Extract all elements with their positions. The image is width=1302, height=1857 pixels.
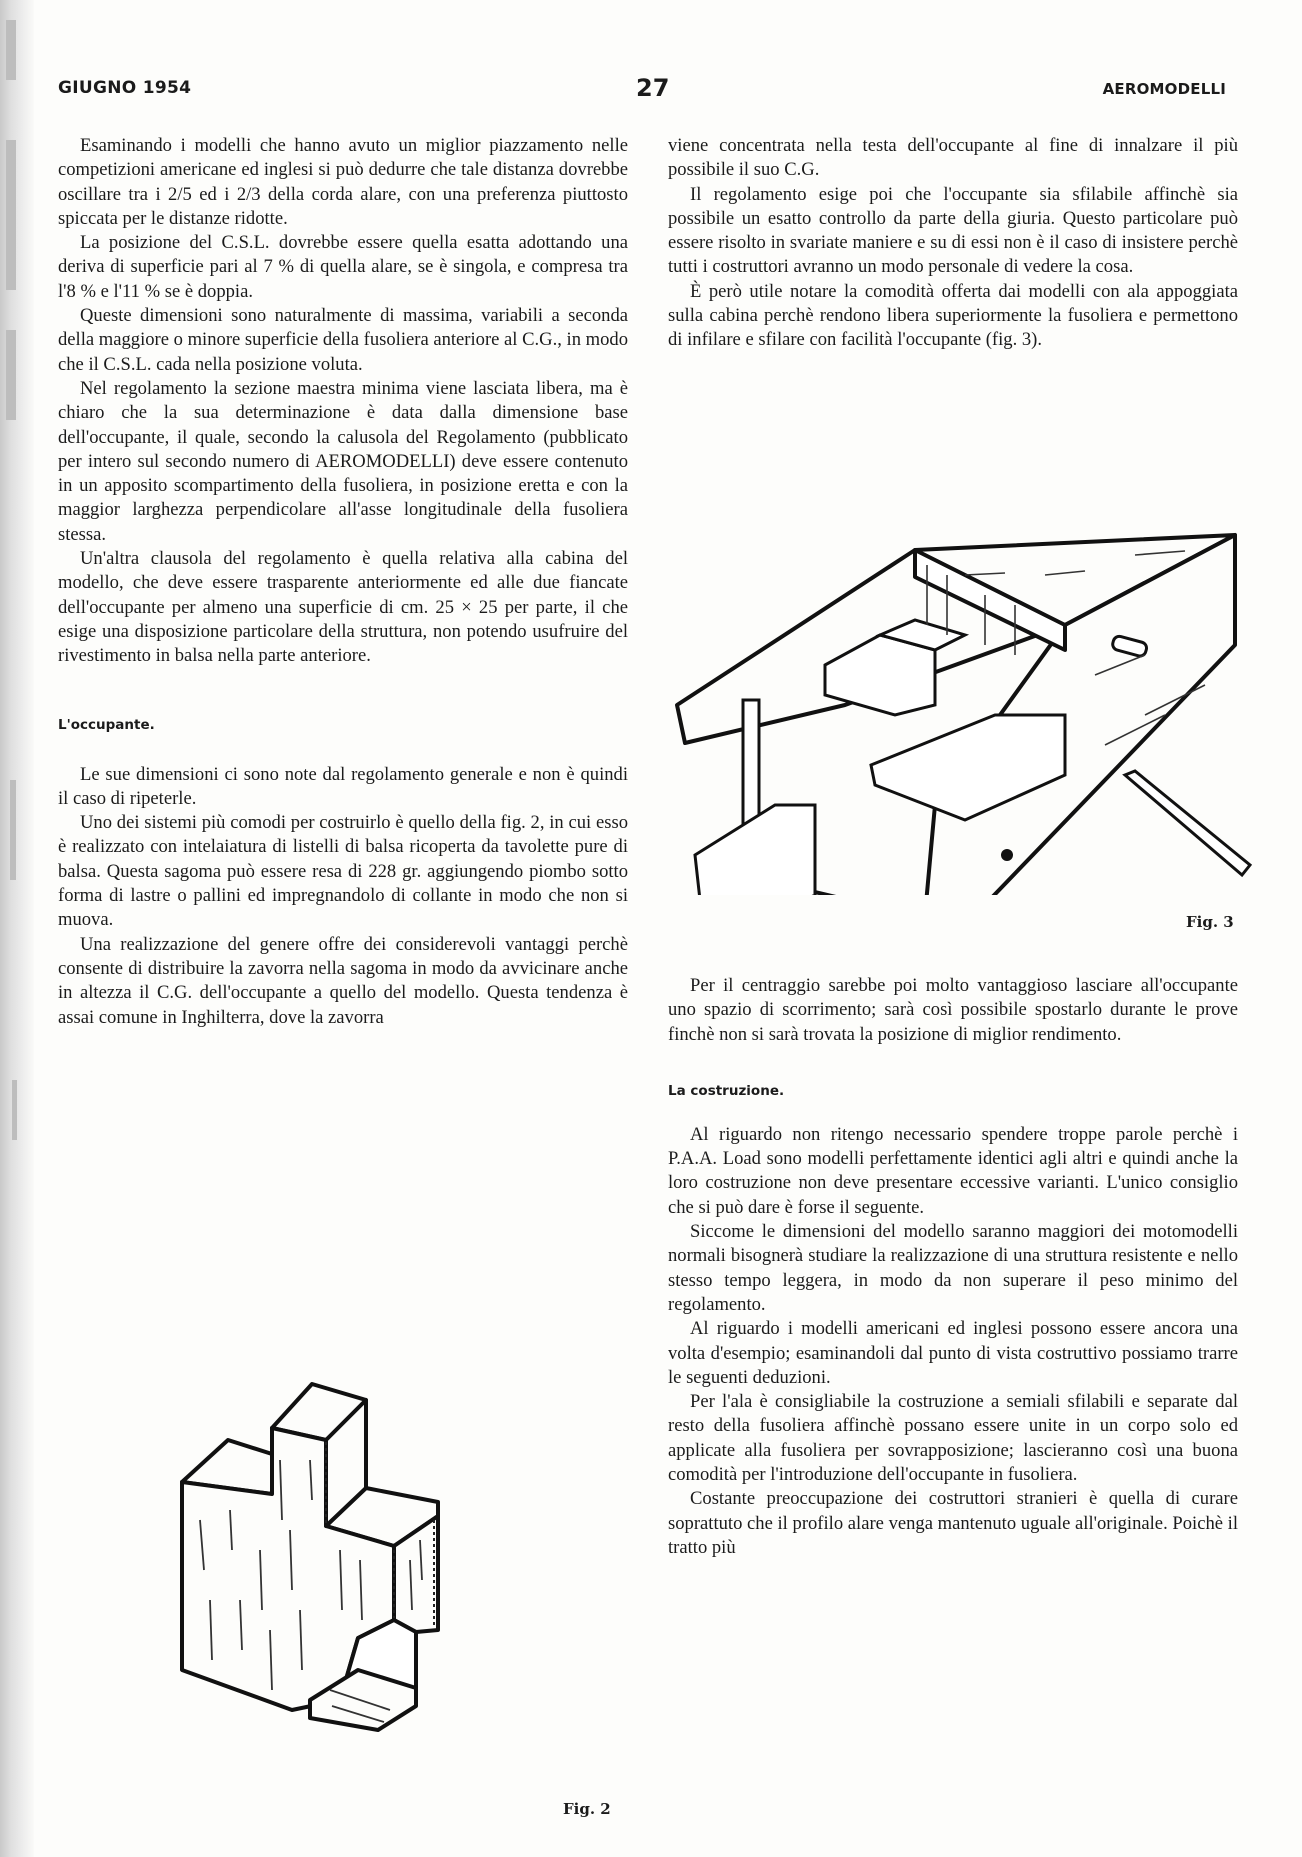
paragraph: Uno dei sistemi più comodi per costruirlo è quello della fig. 2, in cui esso è realizzato con intelaiatura di listelli di balsa ricoperta da tavolette pure di balsa. Questa sagoma può essere resa di 228 gr. aggiungendo piombo sotto forma di lastre o pallini ed impregnandolo di collante in modo che non si muova. <box>58 812 628 931</box>
figure-3-caption: Fig. 3 <box>1186 913 1234 931</box>
paragraph: Per l'ala è consigliabile la costruzione a semiali sfilabili e separate dal resto della fusoliera affinchè possano essere unite in un corpo solo ed applicate alla fusoliera per sovrapposizione; lascieranno così una buona comodità per l'introduzione dell'occupante in fusoliera. <box>668 1391 1238 1486</box>
paragraph: Il regolamento esige poi che l'occupante sia sfilabile affinchè sia possibile un esatto controllo da parte della giuria. Questo particolare può essere risolto in svariate maniere e su di essi non è il caso di insistere perchè tutti i costruttori avranno un modo personale di vedere la cosa. <box>668 183 1238 278</box>
occupant-block-drawing <box>170 1370 450 1750</box>
paragraph: Siccome le dimensioni del modello saranno maggiori dei motomodelli normali bisognerà studiare la realizzazione di una struttura resistente e nello stesso tempo leggera, in modo da non superare il peso minimo del regolamento. <box>668 1221 1238 1315</box>
page-binding-edge <box>0 0 34 1857</box>
section-heading-occupante: L'occupante. <box>58 716 155 733</box>
paragraph: La posizione del C.S.L. dovrebbe essere quella esatta adottando una deriva di superficie pari al 7 % di quella alare, se è singola, e compresa tra l'8 % e l'11 % se è doppia. <box>58 232 628 302</box>
paragraph: Le sue dimensioni ci sono note dal regolamento generale e non è quindi il caso di ripeterle. <box>58 763 628 809</box>
figure-2-caption: Fig. 2 <box>563 1800 611 1818</box>
paragraph: Nel regolamento la sezione maestra minima viene lasciata libera, ma è chiaro che la sua determinazione è data dalla dimensione base dell'occupante, il quale, secondo la calusola del Regolamento (pubblicato per intero sul secondo numero di AEROMODELLI) deve essere contenuto in un apposito scompartimento della fusoliera, in posizione eretta e con la maggior larghezza perpendicolare all'asse longitudinale della fusoliera stessa. <box>58 377 628 545</box>
left-column <box>58 134 628 1030</box>
paragraph: Al riguardo i modelli americani ed inglesi possono essere ancora una volta d'esempio; esaminandoli dal punto di vista costruttivo possiamo trarre le seguenti deduzioni. <box>668 1318 1238 1388</box>
paragraph: Un'altra clausola del regolamento è quella relativa alla cabina del modello, che deve essere trasparente anteriormente ed alle due fiancate dell'occupante per almeno una superficie di cm. 25 × 25 per parte, il che esige una disposizione particolare della struttura, non potendo usufruire del rivestimento in balsa nella parte anteriore. <box>58 548 628 667</box>
paragraph: Al riguardo non ritengo necessario spendere troppe parole perchè i P.A.A. Load sono modelli perfettamente identici agli altri e quindi anche la loro costruzione non deve presentare eccessive varianti. L'unico consiglio che si può dare è forse il seguente. <box>668 1123 1238 1218</box>
right-column-top <box>668 134 1238 353</box>
page-number: 27 <box>636 74 670 102</box>
paragraph: Una realizzazione del genere offre dei considerevoli vantaggi perchè consente di distribuire la zavorra nella sagoma in modo da avvicinare anche in altezza il C.G. dell'occupante a quello del modello. Questa tendenza è assai comune in Inghilterra, dove la zavorra <box>58 933 628 1028</box>
binding-shadow <box>10 780 16 880</box>
binding-shadow <box>6 330 16 420</box>
paragraph: Per il centraggio sarebbe poi molto vantaggioso lasciare all'occupante uno spazio di scorrimento; sarà così possibile spostarlo durante le prove finchè non si sarà trovata la posizione di miglior rendimento. <box>668 975 1238 1045</box>
section-heading-costruzione: La costruzione. <box>668 1082 785 1099</box>
paragraph: viene concentrata nella testa dell'occupante al fine di innalzare il più possibile il suo C.G. <box>668 135 1238 181</box>
binding-shadow <box>6 140 16 290</box>
paragraph: Esaminando i modelli che hanno avuto un miglior piazzamento nelle competizioni americane ed inglesi si può dedurre che tale distanza dovrebbe oscillare tra i 2/5 ed i 2/3 della corda alare, con una preferenza piuttosto spiccata per le distanze ridotte. <box>58 135 628 229</box>
paragraph: Queste dimensioni sono naturalmente di massima, variabili a seconda della maggiore o minore superficie della fusoliera anteriore al C.G., in modo che il C.S.L. cada nella posizione voluta. <box>58 305 629 375</box>
issue-date: GIUGNO 1954 <box>58 78 192 98</box>
binding-shadow <box>12 1080 17 1140</box>
figure-2-occupant-illustration <box>170 1370 450 1750</box>
binding-shadow <box>6 20 16 80</box>
paragraph: È però utile notare la comodità offerta dai modelli con ala appoggiata sulla cabina perchè rendono libera superiormente la fusoliera e permettono di infilare e sfilare con facilità l'occupante (fig. 3). <box>668 280 1238 351</box>
running-header <box>58 74 1226 104</box>
magazine-title: AEROMODELLI <box>1102 80 1226 98</box>
right-column-bottom <box>668 974 1238 1560</box>
paragraph: Costante preoccupazione dei costruttori stranieri è quella di curare soprattuto che il profilo alare venga mantenuto uguale all'originale. Poichè il tratto più <box>668 1488 1238 1558</box>
pivot-dot <box>1001 849 1013 861</box>
figure-3-fuselage-illustration <box>665 475 1265 895</box>
fuselage-cutaway-drawing <box>665 475 1265 895</box>
